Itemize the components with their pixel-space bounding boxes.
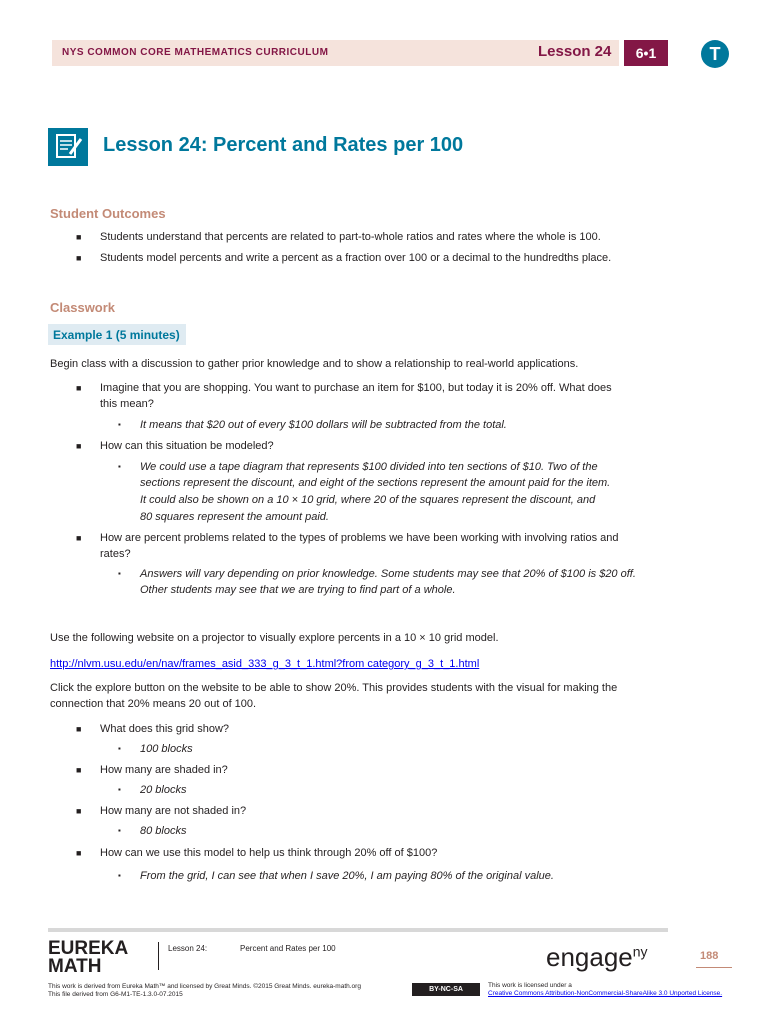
website-intro: Use the following website on a projector to visually explore percents in a 10 × 10 grid model. [50,632,499,644]
eureka-math-logo [48,940,128,976]
bullet-icon: ■ [76,848,82,858]
nlvm-link[interactable]: http://nlvm.usu.edu/en/nav/frames_asid_333_g_3_t_1.html?from category_g_3_t_1.html [50,658,480,670]
bullet-icon: ■ [76,253,82,263]
license-link[interactable]: Creative Commons Attribution-NonCommercial-ShareAlike 3.0 Unported License. [488,990,723,997]
answer-last: From the grid, I can see that when I save 20%, I am paying 80% of the original value. [140,870,554,882]
sub-bullet-icon: ▪ [118,569,121,578]
outcome-item: Students model percents and write a percent as a fraction over 100 or a decimal to the hundredths place. [100,252,612,264]
outcome-item: Students understand that percents are related to part-to-whole ratios and rates where the whole is 100. [100,231,601,243]
answer-1: It means that $20 out of every $100 dollars will be subtracted from the total. [140,419,507,431]
grid-answer: 80 blocks [140,825,187,837]
page-number: 188 [700,950,719,962]
brand-line-2: MATH [48,956,102,977]
example-label: Example 1 (5 minutes) [53,328,180,342]
question-1-line-1: Imagine that you are shopping. You want to purchase an item for $100, but today it is 20% off. What does [100,382,612,394]
grid-answer: 20 blocks [140,784,187,796]
teacher-badge: T [701,40,729,68]
footer-rule [48,928,668,932]
answer-2-line-3: It could also be shown on a 10 × 10 grid, where 20 of the squares represent the discount, and [140,494,596,506]
engage-sup: ny [632,943,648,960]
question-last: How can we use this model to help us think through 20% off of $100? [100,847,438,859]
page-number-rule [696,967,732,968]
question-3-line-1: How are percent problems related to the types of problems we have been working with involving ratios and [100,532,619,544]
answer-2-line-2: sections represent the discount, and eight of the sections represent the amount paid for the item. [140,477,611,489]
header-lesson: Lesson 24 [538,43,612,60]
page-title: Lesson 24: Percent and Rates per 100 [103,134,464,156]
grid-question: How many are shaded in? [100,764,228,776]
grid-question: What does this grid show? [100,723,230,735]
intro-text: Begin class with a discussion to gather prior knowledge and to show a relationship to real-world applications. [50,358,579,370]
cc-license-badge[interactable]: BY-NC-SA [412,983,480,996]
bullet-icon: ■ [76,806,82,816]
answer-3-line-2: Other students may see that we are trying to find part of a whole. [140,584,456,596]
credit-line-2: This file derived from G6-M1-TE-1.3.0-07.2015 [48,991,183,998]
bullet-icon: ■ [76,724,82,734]
lesson-notepad-icon [48,128,88,166]
engage-text: engage [546,942,633,972]
brand-line-1: EUREKA [48,938,129,959]
credit-line-1: This work is derived from Eureka Math™ and licensed by Great Minds. ©2015 Great Minds. eureka-math.org [48,983,361,990]
grade-badge: 6•1 [624,40,668,66]
grid-answer: 100 blocks [140,743,193,755]
bullet-icon: ■ [76,232,82,242]
explore-line-2: connection that 20% means 20 out of 100. [50,698,257,710]
outcomes-heading: Student Outcomes [50,206,166,221]
bullet-icon: ■ [76,383,82,393]
question-3-line-2: rates? [100,548,131,560]
bullet-icon: ■ [76,441,82,451]
question-2: How can this situation be modeled? [100,440,274,452]
sub-bullet-icon: ▪ [118,462,121,471]
classwork-heading: Classwork [50,300,116,315]
license-line-1: This work is licensed under a [488,982,572,989]
sub-bullet-icon: ▪ [118,420,121,429]
footer-divider [158,942,159,970]
sub-bullet-icon: ▪ [118,744,121,753]
bullet-icon: ■ [76,765,82,775]
answer-2-line-1: We could use a tape diagram that represents $100 divided into ten sections of $10. Two of the [140,461,598,473]
footer-lesson-title: Percent and Rates per 100 [240,944,336,953]
engageny-logo [546,942,648,973]
sub-bullet-icon: ▪ [118,826,121,835]
footer-lesson: Lesson 24: [168,944,208,953]
bullet-icon: ■ [76,533,82,543]
sub-bullet-icon: ▪ [118,871,121,880]
question-1-line-2: this mean? [100,398,154,410]
answer-2-line-4: 80 squares represent the amount paid. [140,511,329,523]
explore-line-1: Click the explore button on the website to be able to show 20%. This provides students with the visual for making the [50,682,618,694]
answer-3-line-1: Answers will vary depending on prior knowledge. Some students may see that 20% of $100 is $20 off. [140,568,636,580]
grid-question: How many are not shaded in? [100,805,247,817]
curriculum-title: NYS COMMON CORE MATHEMATICS CURRICULUM [62,47,329,58]
sub-bullet-icon: ▪ [118,785,121,794]
